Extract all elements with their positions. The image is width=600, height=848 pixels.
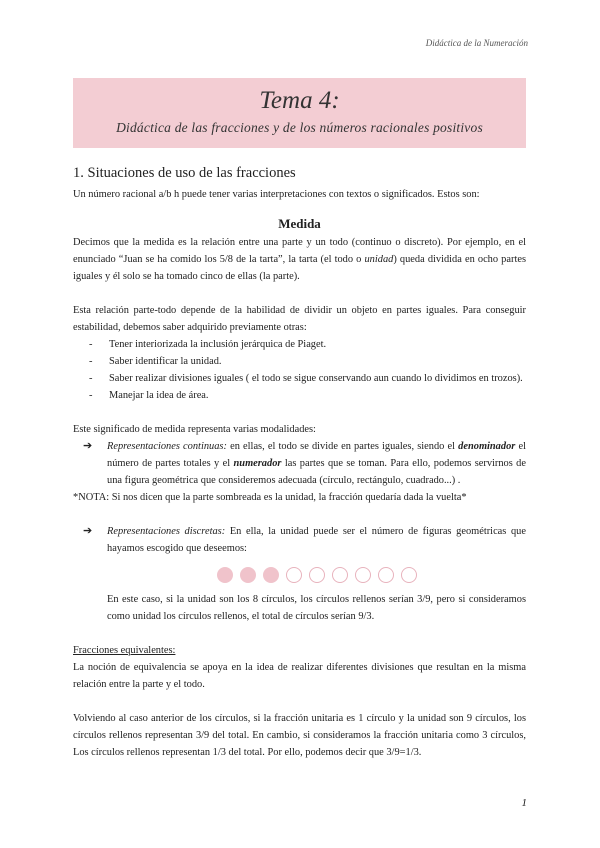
medida-heading: Medida xyxy=(278,216,321,231)
empty-circle xyxy=(286,567,302,583)
text-run: ) queda dividida en ocho partes iguales y él solo se ha tomado cinco de ellas (la parte). xyxy=(73,254,526,282)
section-heading: 1. Situaciones de uso de las fracciones xyxy=(73,165,296,181)
discretas-item xyxy=(73,523,526,557)
list-item: - Saber identificar la unidad. xyxy=(89,353,526,370)
medida-paragraph-3: Este significado de medida representa varias modalidades: xyxy=(73,424,316,435)
italic-term: Representaciones continuas: xyxy=(107,441,227,452)
nota-text: *NOTA: Si nos dicen que la parte sombreada es la unidad, la fracción quedaría dada la vuelta* xyxy=(73,492,467,503)
title-banner xyxy=(73,78,526,148)
empty-circle xyxy=(378,567,394,583)
list-item: - Tener interiorizada la inclusión jerárquica de Piaget. xyxy=(89,336,526,353)
empty-circle xyxy=(355,567,371,583)
equivalentes-heading: Fracciones equivalentes: xyxy=(73,645,176,656)
list-item: - Saber realizar divisiones iguales ( el todo se sigue conservando aun cuando lo dividimos en trozos). xyxy=(89,370,526,387)
filled-circle xyxy=(217,567,233,583)
medida-paragraph-1 xyxy=(73,234,526,285)
text-run: Decimos que la medida es la relación entre una parte y un todo (continuo o discreto). Por ejemplo, en el enunciado “Juan se ha comido los 5/8 de la tarta”, la tarta (el todo o xyxy=(73,237,526,265)
document-subtitle: Didáctica de las fracciones y de los números racionales positivos xyxy=(116,120,483,135)
continuas-item xyxy=(73,438,526,489)
continuas-text xyxy=(107,438,526,489)
text-run: En ella, la unidad puede ser el número de figuras geométricas que hayamos escogido que deseemos: xyxy=(107,526,526,554)
bold-term: denominador xyxy=(458,441,516,452)
text-run: el número de partes totales y el xyxy=(107,441,526,469)
filled-circle xyxy=(240,567,256,583)
page-content xyxy=(73,164,526,761)
circle-figure xyxy=(73,567,526,583)
italic-term: unidad xyxy=(364,254,394,265)
arrow-bullet-icon: ➔ xyxy=(83,440,93,452)
example-text: En este caso, si la unidad son los 8 círculos, los círculos rellenos serían 3/9, pero si consideramos como unidad los círculos rellenos, el total de círculos serían 9/3. xyxy=(107,594,526,622)
text-run: las partes que se toman. Para ello, podemos servirnos de una figura geométrica que consideremos adecuada (círculo, rectángulo, cuadrado...) . xyxy=(107,458,526,486)
text-run: en ellas, el todo se divide en partes iguales, siendo el xyxy=(226,441,459,452)
equivalentes-paragraph-2: Volviendo al caso anterior de los círculos, si la fracción unitaria es 1 círculo y la unidad son 9 círculos, los círculos rellenos representan 3/9 del total. En cambio, si consideramos la fracción unitaria como 3 círculos, Los círculos rellenos representan 1/3 del total. Por ello, podemos decir que 3/9=1/3. xyxy=(73,713,526,758)
list-item: - Manejar la idea de área. xyxy=(89,387,526,404)
bold-term: numerador xyxy=(233,458,282,469)
equivalentes-paragraph-1: La noción de equivalencia se apoya en la idea de realizar diferentes divisiones que resultan en la misma relación entre la parte y el todo. xyxy=(73,662,526,690)
empty-circle xyxy=(401,567,417,583)
requirements-list xyxy=(73,336,526,404)
empty-circle xyxy=(332,567,348,583)
document-title: Tema 4: xyxy=(259,87,340,114)
italic-term: Representaciones discretas: xyxy=(107,526,226,537)
running-header: Didáctica de la Numeración xyxy=(425,38,528,48)
discretas-text xyxy=(107,523,526,557)
page-number: 1 xyxy=(521,797,527,809)
filled-circle xyxy=(263,567,279,583)
empty-circle xyxy=(309,567,325,583)
medida-paragraph-2: Esta relación parte-todo depende de la habilidad de dividir un objeto en partes iguales. Para conseguir estabilidad, debemos saber adquirido previamente otras: xyxy=(73,305,526,333)
arrow-bullet-icon: ➔ xyxy=(83,525,93,537)
section-intro: Un número racional a/b h puede tener varias interpretaciones con textos o significados. Estos son: xyxy=(73,189,480,200)
